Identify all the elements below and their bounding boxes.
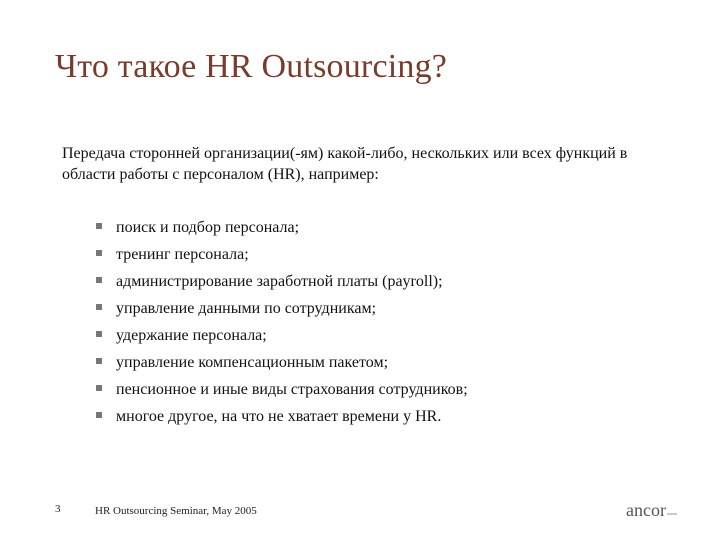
square-bullet-icon — [96, 385, 102, 391]
square-bullet-icon — [96, 331, 102, 337]
bullet-list — [96, 217, 468, 433]
list-item-text: управление компенсационным пакетом; — [116, 354, 389, 371]
slide-title: Что такое HR Outsourcing? — [55, 48, 448, 85]
list-item-text: администрирование заработной платы (payroll); — [116, 273, 443, 290]
list-item-text: удержание персонала; — [116, 327, 267, 344]
list-item — [96, 217, 468, 244]
page-number: 3 — [55, 503, 61, 515]
list-item-text: тренинг персонала; — [116, 246, 249, 263]
list-item — [96, 379, 468, 406]
list-item — [96, 352, 468, 379]
square-bullet-icon — [96, 250, 102, 256]
logo-text: ancor — [626, 500, 666, 520]
list-item — [96, 271, 468, 298]
list-item — [96, 406, 468, 433]
list-item-text: пенсионное и иные виды страхования сотрудников; — [116, 381, 468, 398]
list-item — [96, 325, 468, 352]
square-bullet-icon — [96, 358, 102, 364]
list-item-text: управление данными по сотрудникам; — [116, 300, 377, 317]
list-item-text: многое другое, на что не хватает времени у HR. — [116, 408, 442, 425]
square-bullet-icon — [96, 223, 102, 229]
square-bullet-icon — [96, 304, 102, 310]
square-bullet-icon — [96, 412, 102, 418]
logo-dash-icon — [667, 513, 677, 515]
intro-paragraph: Передача сторонней организации(-ям) какой-либо, нескольких или всех функций в области работы с персоналом (HR), например: — [62, 145, 628, 183]
list-item — [96, 244, 468, 271]
footer-text: HR Outsourcing Seminar, May 2005 — [95, 505, 257, 517]
list-item-text: поиск и подбор персонала; — [116, 219, 300, 236]
ancor-logo — [626, 500, 677, 521]
square-bullet-icon — [96, 277, 102, 283]
list-item — [96, 298, 468, 325]
